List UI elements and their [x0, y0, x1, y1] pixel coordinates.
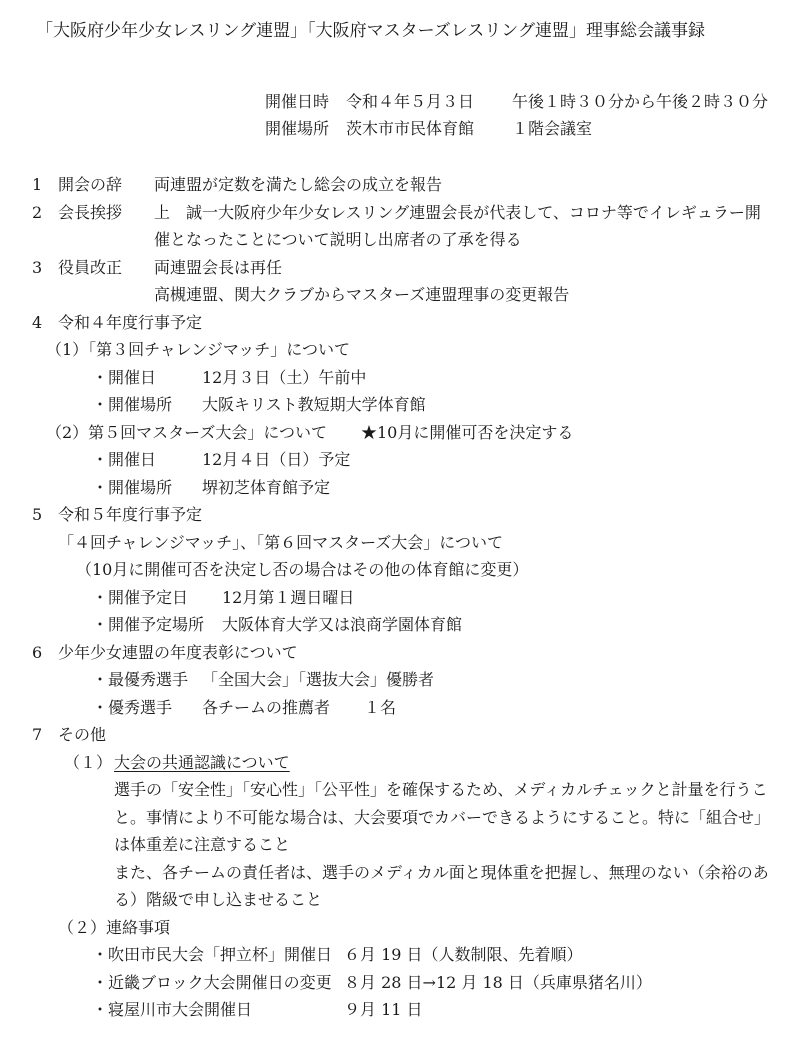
item-text: 催となったことについて説明し出席者の了承を得る — [154, 230, 522, 249]
detail-value: 大阪キリスト教短期大学体育館 — [202, 395, 426, 414]
detail-value: 各チームの推薦者 — [202, 698, 331, 717]
detail-label: ・最優秀選手 — [92, 670, 189, 689]
item-number: 6 — [32, 643, 43, 662]
detail-value: ９月 11 日 — [344, 1000, 423, 1019]
detail-label: ・開催日 — [92, 368, 157, 387]
subitem-heading: （２）連絡事項 — [58, 918, 171, 937]
detail-value: 12月４日（日）予定 — [202, 450, 351, 469]
item-text: 高槻連盟、関大クラブからマスターズ連盟理事の変更報告 — [154, 285, 570, 304]
time-value: 午後１時３０分から午後２時３０分 — [512, 92, 769, 111]
item-number: 2 — [32, 203, 43, 222]
detail-label: ・開催場所 — [92, 478, 173, 497]
place-label: 開催場所 — [265, 119, 330, 138]
paragraph-line: と。事情により不可能な場合は、大会要項でカバーできるようにすること。特に「組合せ」 — [114, 808, 771, 827]
detail-value: ８月 28 日→12 月 18 日（兵庫県猪名川） — [344, 973, 652, 992]
date-label: 開催日時 — [265, 92, 330, 111]
detail-value: 12月３日（土）午前中 — [202, 368, 367, 387]
detail-value: ６月 19 日（人数制限、先着順） — [344, 945, 583, 964]
item-number: 1 — [32, 175, 43, 194]
document-title: 「大阪府少年少女レスリング連盟」「大阪府マスターズレスリング連盟」理事総会議事録 — [36, 21, 705, 41]
detail-label: ・開催予定日 — [92, 588, 189, 607]
detail-label: ・優秀選手 — [92, 698, 173, 717]
subitem-number: （１） — [64, 753, 113, 772]
item-text: 上 誠一大阪府少年少女レスリング連盟会長が代表して、コロナ等でイレギュラー開 — [154, 203, 761, 222]
paragraph-line: は体重差に注意すること — [114, 835, 291, 854]
subitem-heading: （2）第５回マスターズ大会」について — [46, 423, 328, 442]
paragraph-line: る）階級で申し込ませること — [114, 890, 323, 909]
item-text: 両連盟会長は再任 — [154, 258, 283, 277]
detail-value: 大阪体育大学又は浪商学園体育館 — [222, 615, 463, 634]
item-heading: 役員改正 — [58, 258, 123, 277]
item-heading: その他 — [58, 725, 107, 744]
item-heading: 開会の辞 — [58, 175, 123, 194]
item-heading: 令和５年度行事予定 — [58, 505, 203, 524]
room-value: １階会議室 — [512, 119, 593, 138]
item-number: 7 — [32, 725, 43, 744]
detail-label: ・開催予定場所 — [92, 615, 205, 634]
detail-label: ・吹田市民大会「押立杯」開催日 — [92, 945, 333, 964]
detail-label: ・開催場所 — [92, 395, 173, 414]
item-text: 両連盟が定数を満たし総会の成立を報告 — [154, 175, 443, 194]
detail-value: 堺初芝体育館予定 — [202, 478, 331, 497]
item-number: 5 — [32, 505, 43, 524]
detail-label: ・開催日 — [92, 450, 157, 469]
detail-value: 12月第１週日曜日 — [222, 588, 355, 607]
paragraph-line: また、各チームの責任者は、選手のメディカル面と現体重を把握し、無理のない（余裕のあ — [114, 863, 769, 882]
subitem-note: ★10月に開催可否を決定する — [361, 423, 574, 442]
subitem-heading: 大会の共通認識について — [114, 753, 290, 772]
item-heading: 少年少女連盟の年度表彰について — [58, 643, 298, 662]
item-number: 4 — [32, 313, 43, 332]
item-text: 「４回チャレンジマッチ」、「第６回マスターズ大会」について — [58, 533, 503, 552]
item-heading: 令和４年度行事予定 — [58, 313, 203, 332]
item-text: （10月に開催可否を決定し否の場合はその他の体育館に変更） — [76, 560, 529, 579]
subitem-heading: （1）「第３回チャレンジマッチ」について — [46, 340, 350, 359]
detail-label: ・寝屋川市大会開催日 — [92, 1000, 253, 1019]
item-number: 3 — [32, 258, 43, 277]
detail-label: ・近畿ブロック大会開催日の変更 — [92, 973, 332, 992]
item-heading: 会長挨拶 — [58, 203, 123, 222]
detail-count: １名 — [364, 698, 397, 717]
detail-value: 「全国大会」「選抜大会」優勝者 — [202, 670, 435, 689]
date-value: 令和４年５月３日 — [346, 92, 475, 111]
place-value: 茨木市市民体育館 — [346, 119, 475, 138]
paragraph-line: 選手の「安全性」「安心性」「公平性」を確保するため、メディカルチェックと計量を行うこ — [114, 780, 768, 799]
